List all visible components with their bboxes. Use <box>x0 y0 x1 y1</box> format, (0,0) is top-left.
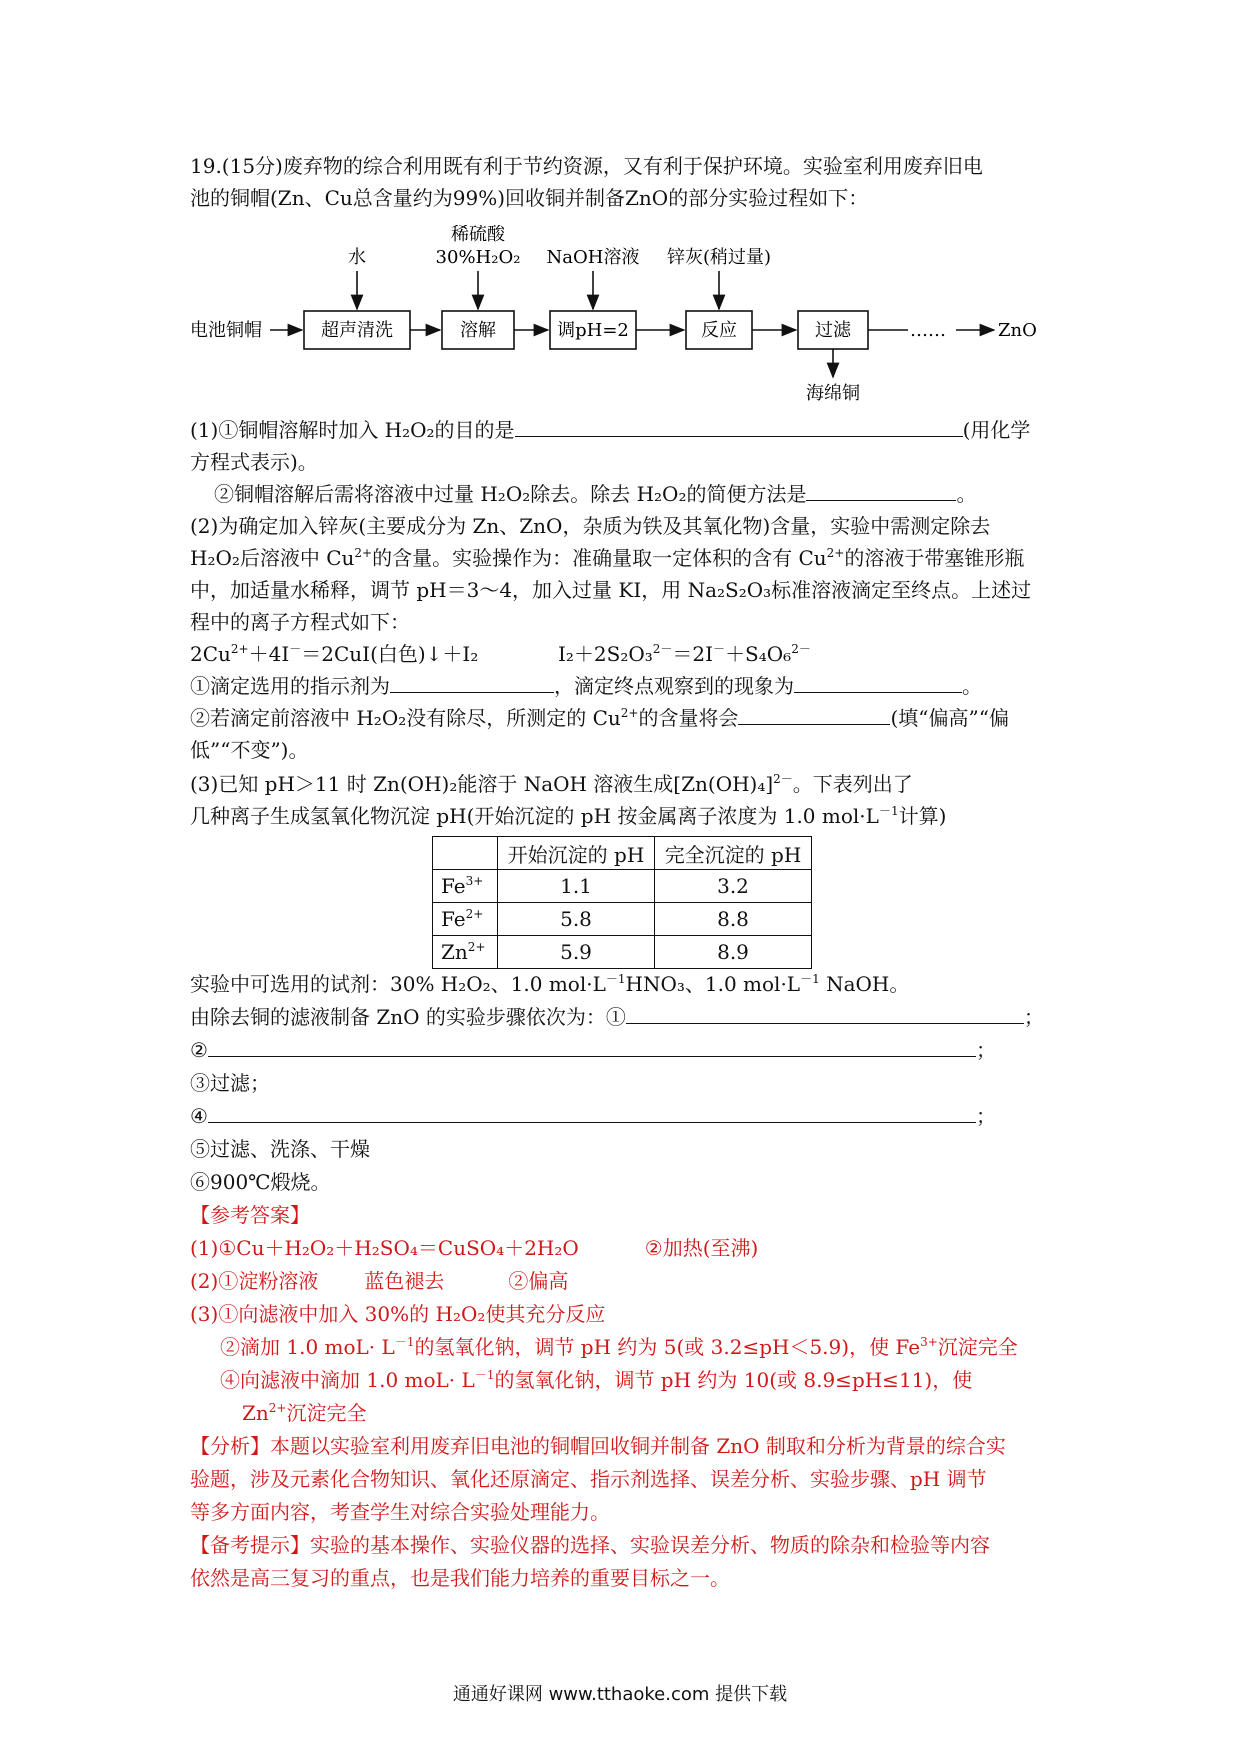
part1-question-a2: 方程式表示)。 <box>190 450 318 474</box>
answer-blank[interactable] <box>738 704 890 725</box>
reagents-line: 实验中可选用的试剂：30% H₂O₂、1.0 $mol\cdot L^{-1}HNO_3$、1.0 $mol\cdot L^{-1}$ NaOH。 <box>190 972 910 996</box>
part2-question-2: ②若滴定前溶液中 H₂O₂没有除尽，所测定的 $Cu^{2+}$的含量将会 (填“偏高”“偏 <box>190 706 1009 730</box>
answer-title: 【参考答案】 <box>190 1203 310 1227</box>
input-zinc-ash: 锌灰(稍过量) <box>666 247 772 268</box>
footer-source: 通通好课网 www.tthaoke.com 提供下载 <box>452 1684 788 1705</box>
ionic-equation-2: I₂＋2S₂O₃$^{2-}$＝2I－＋S₄O₆$^{2-}$ <box>558 642 811 666</box>
answer-blank[interactable] <box>390 672 554 693</box>
answer-blank[interactable] <box>208 1036 976 1057</box>
precipitation-ph-table <box>432 836 812 969</box>
flow-ellipsis: …… <box>910 320 946 341</box>
table-row: $Zn^{2+}$ 5.9 8.9 <box>433 936 812 969</box>
step-5: ⑤过滤、洗涤、干燥 <box>190 1137 370 1161</box>
analysis-line2: 验题，涉及元素化合物知识、氧化还原滴定、指示剂选择、误差分析、实验步骤、pH 调节 <box>190 1467 987 1491</box>
answer-part3-step2: ②滴加 1.0 $moL\cdot L^{-1}$的氢氧化钠，调节 pH 约为 5(或 3.2≤pH＜5.9)，使 $Fe^{3+}$沉淀完全 <box>220 1335 1018 1359</box>
tip-line2: 依然是高三复习的重点，也是我们能力培养的重要目标之一。 <box>190 1566 730 1590</box>
step-3: ③过滤； <box>190 1071 270 1095</box>
input-water: 水 <box>348 247 366 268</box>
answer-blank[interactable] <box>794 672 962 693</box>
answer-blank[interactable] <box>806 480 956 501</box>
table-header-row <box>433 837 812 870</box>
part2-line1: (2)为确定加入锌灰(主要成分为 Zn、ZnO，杂质为铁及其氧化物)含量，实验中需测定除去 <box>190 514 991 538</box>
header-complete-ph: 完全沉淀的 pH <box>655 837 812 870</box>
svg-text:调pH=2: 调pH=2 <box>557 320 629 341</box>
answer-part3-step1: (3)①向滤液中加入 30%的 H₂O₂使其充分反应 <box>190 1302 606 1326</box>
svg-text:反应: 反应 <box>701 320 737 341</box>
part2-line4: 程中的离子方程式如下： <box>190 610 410 634</box>
part1-question-b: ②铜帽溶解后需将溶液中过量 H₂O₂除去。除去 H₂O₂的简便方法是 。 <box>214 482 977 506</box>
question-intro-line1: 19.(15分)废弃物的综合利用既有利于节约资源，又有利于保护环境。实验室利用废弃旧电 <box>190 154 983 178</box>
ionic-equation-1: $2Cu^{2+}+4I^-=2CuI$(白色)↓＋I₂ <box>190 642 479 666</box>
answer-blank[interactable] <box>626 1003 1024 1024</box>
flow-step-dissolve <box>442 311 514 349</box>
step-1: 由除去铜的滤液制备 ZnO 的实验步骤依次为：① ； <box>190 1005 1044 1029</box>
step-4: ④ ； <box>190 1104 996 1128</box>
part2-line3: 中，加适量水稀释，调节 pH＝3～4，加入过量 KI，用 Na₂S₂O₃标准溶液滴定至终点。上述过 <box>190 578 1032 602</box>
answer-part1: (1)①Cu＋H₂O₂＋H₂SO₄＝CuSO₄＋2H₂O ②加热(至沸) <box>190 1236 759 1260</box>
process-flow-diagram <box>190 225 1060 405</box>
input-h2o2: 30%H₂O₂ <box>435 247 521 268</box>
input-sulfuric-acid: 稀硫酸 <box>451 225 505 245</box>
table-row: $Fe^{3+}$ 1.1 3.2 <box>433 870 812 903</box>
part2-question-2-cont: 低”“不变”)。 <box>190 738 309 762</box>
answer-part3-step4-cont: $Zn^{2+}$沉淀完全 <box>242 1401 367 1425</box>
part2-question-1: ①滴定选用的指示剂为 ，滴定终点观察到的现象为 。 <box>190 674 982 698</box>
table-row: $Fe^{2+}$ 5.8 8.8 <box>433 903 812 936</box>
tip-line1: 【备考提示】实验的基本操作、实验仪器的选择、实验误差分析、物质的除杂和检验等内容 <box>190 1533 990 1557</box>
part3-line1: (3)已知 pH＞11 时 Zn(OH)₂能溶于 NaOH 溶液生成$[Zn(OH)_4]^{2-}$。下表列出了 <box>190 772 913 796</box>
flow-step-ultrasonic <box>304 311 410 349</box>
header-start-ph: 开始沉淀的 pH <box>498 837 655 870</box>
flow-start-label: 电池铜帽 <box>190 320 262 341</box>
question-intro-line2: 池的铜帽(Zn、Cu总含量约为99%)回收铜并制备ZnO的部分实验过程如下： <box>190 186 869 210</box>
analysis-line1: 【分析】本题以实验室利用废弃旧电池的铜帽回收铜并制备 ZnO 制取和分析为背景的综合实 <box>190 1434 1006 1458</box>
svg-text:过滤: 过滤 <box>815 320 851 341</box>
answer-part2: (2)①淀粉溶液 蓝色褪去 ②偏高 <box>190 1269 569 1293</box>
svg-text:溶解: 溶解 <box>460 320 496 341</box>
part3-line2: 几种离子生成氢氧化物沉淀 pH(开始沉淀的 pH 按金属离子浓度为 1.0 $mol\cdot L^{-1}$计算) <box>190 804 947 828</box>
answer-part3-step4: ④向滤液中滴加 1.0 $moL\cdot L^{-1}$的氢氧化钠，调节 pH 约为 10(或 8.9≤pH≤11)，使 <box>220 1368 973 1392</box>
flow-step-react <box>686 311 752 349</box>
step-2: ② ； <box>190 1038 996 1062</box>
step-6: ⑥900℃煅烧。 <box>190 1170 331 1194</box>
answer-blank[interactable] <box>208 1102 976 1123</box>
flow-step-filter <box>798 311 868 349</box>
part2-line2: H₂O₂后溶液中 $Cu^{2+}$的含量。实验操作为：准确量取一定体积的含有 $Cu^{2+}$的溶液于带塞锥形瓶 <box>190 546 1025 570</box>
part1-question-a: (1)①铜帽溶解时加入 H₂O₂的目的是 (用化学 <box>190 418 1031 442</box>
input-naoh: NaOH溶液 <box>546 247 640 268</box>
answer-blank[interactable] <box>515 416 963 437</box>
flow-step-adjust-ph <box>550 311 636 349</box>
output-sponge-copper: 海绵铜 <box>806 383 860 404</box>
flow-end-label: ZnO <box>998 320 1037 341</box>
analysis-line3: 等多方面内容，考查学生对综合实验处理能力。 <box>190 1500 610 1524</box>
svg-text:超声清洗: 超声清洗 <box>321 320 393 341</box>
